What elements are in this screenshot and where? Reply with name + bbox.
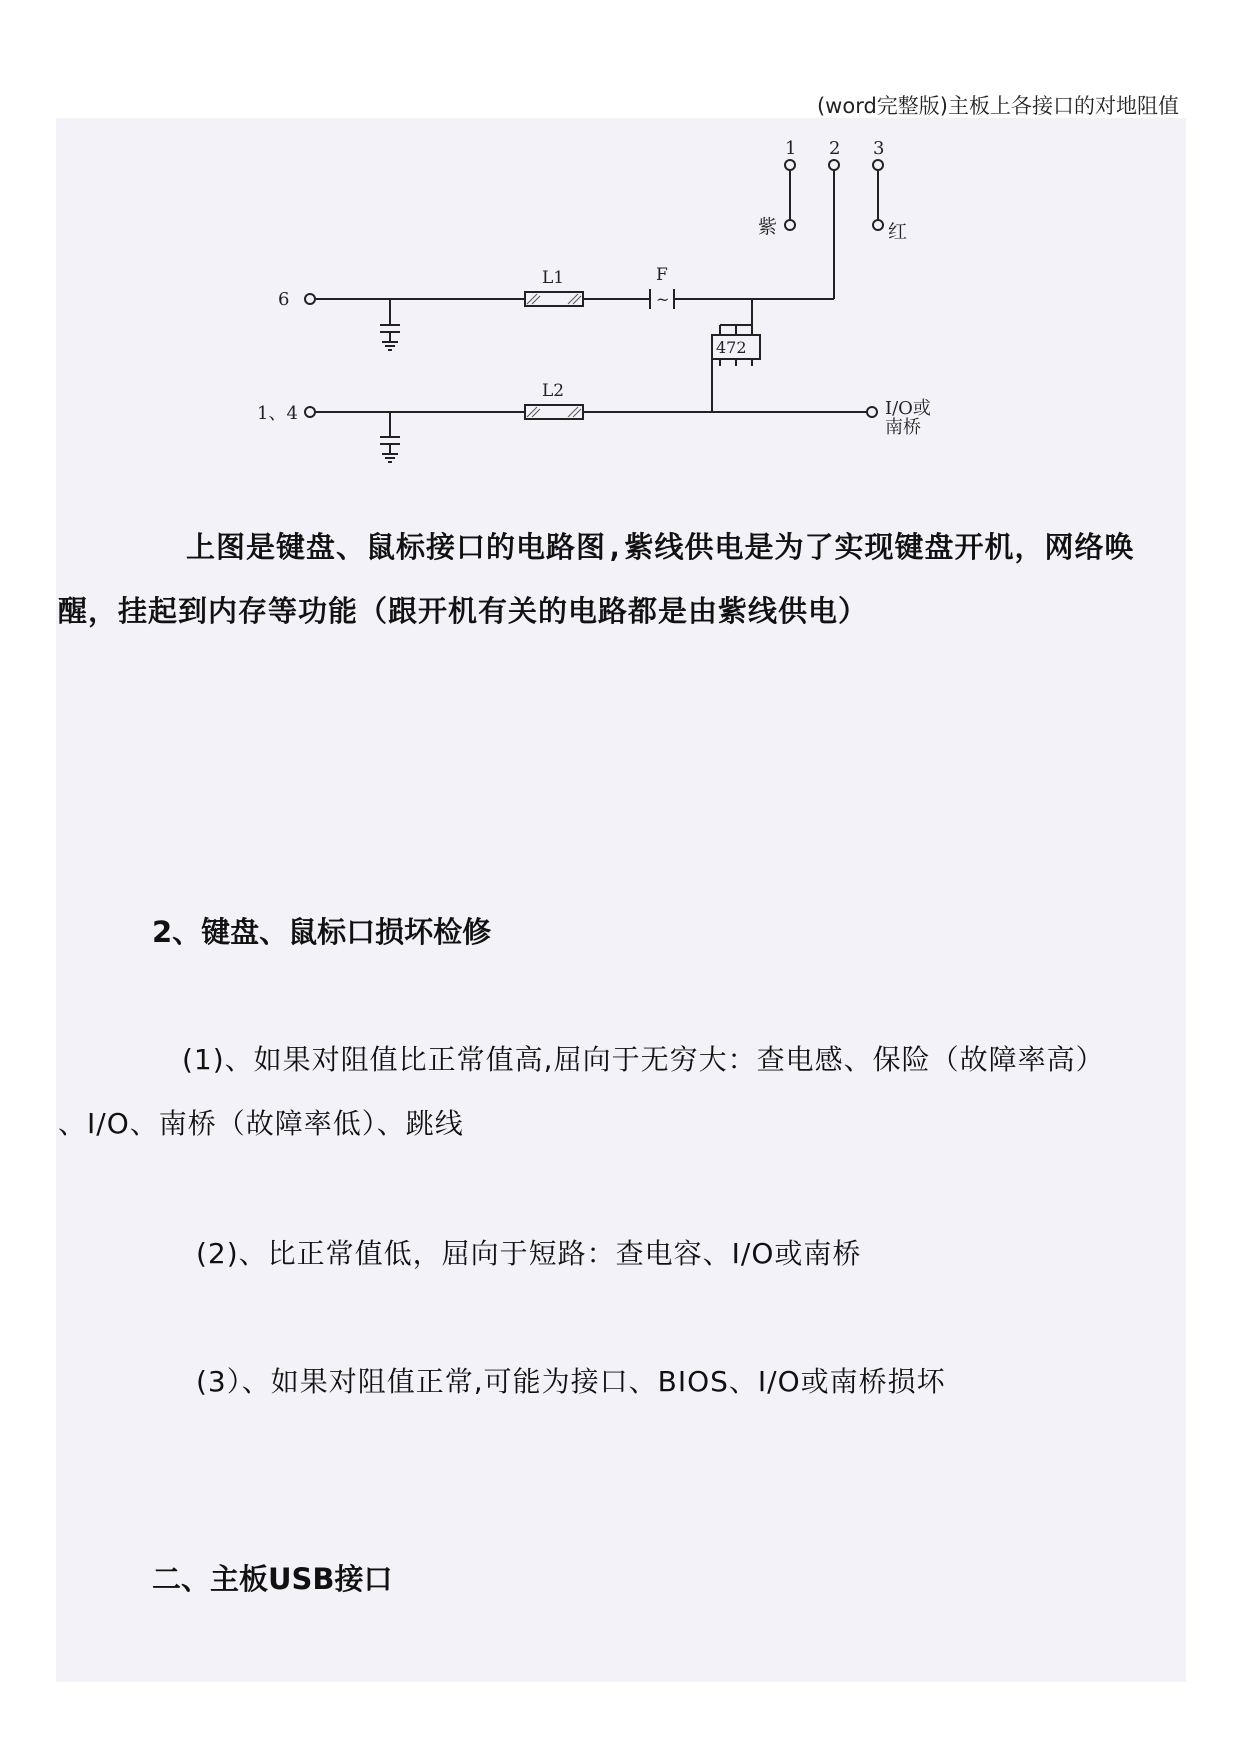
section-2-title: 2、键盘、鼠标口损坏检修 <box>152 915 492 949</box>
red-label: 红 <box>888 221 908 243</box>
inductor-L2 <box>525 405 583 419</box>
L1-label: L1 <box>542 268 565 288</box>
pin-1-terminal <box>785 160 795 170</box>
document-header: (word完整版)主板上各接口的对地阻值 <box>816 94 1179 118</box>
F-label: F <box>656 265 668 285</box>
pin-1-4-terminal <box>305 407 315 417</box>
item-2: (2)、比正常值低，屈向于短路：查电容、I/O或南桥 <box>196 1237 862 1270</box>
io-label-line2: 南桥 <box>885 417 921 438</box>
pin-3-terminal <box>873 160 883 170</box>
pin-6-label: 6 <box>278 289 290 310</box>
pin-6-terminal <box>305 294 315 304</box>
inductor-L1 <box>525 292 583 306</box>
usb-section-title: 二、主板USB接口 <box>152 1562 393 1596</box>
io-label-line1: I/O或 <box>885 398 931 419</box>
purple-label: 紫 <box>758 216 778 238</box>
pin-3-label: 3 <box>873 138 885 159</box>
pin-1-label: 1 <box>785 138 797 159</box>
resnet-label: 472 <box>716 338 747 357</box>
item-1-line-1: (1)、如果对阻值比正常值高,屈向于无穷大：查电感、保险（故障率高） <box>182 1043 1105 1076</box>
pin-2-terminal <box>829 160 839 170</box>
io-terminal <box>867 407 877 417</box>
keyboard-mouse-circuit-diagram <box>240 130 980 500</box>
item-1-line-2: 、I/O、南桥（故障率低）、跳线 <box>58 1107 464 1140</box>
item-3: (3）、如果对阻值正常,可能为接口、BIOS、I/O或南桥损坏 <box>196 1365 946 1398</box>
pin-2-label: 2 <box>829 138 841 159</box>
fuse-symbol: ~ <box>656 290 670 309</box>
diagram-caption: 上图是键盘、鼠标接口的电路图,紫线供电是为了实现键盘开机，网络唤醒，挂起到内存等功能（跟开机有关的电路都是由紫线供电） <box>58 530 1135 628</box>
L2-label: L2 <box>542 381 565 401</box>
red-terminal <box>873 220 883 230</box>
purple-terminal <box>785 220 795 230</box>
pin-1-4-label: 1、4 <box>257 403 298 424</box>
